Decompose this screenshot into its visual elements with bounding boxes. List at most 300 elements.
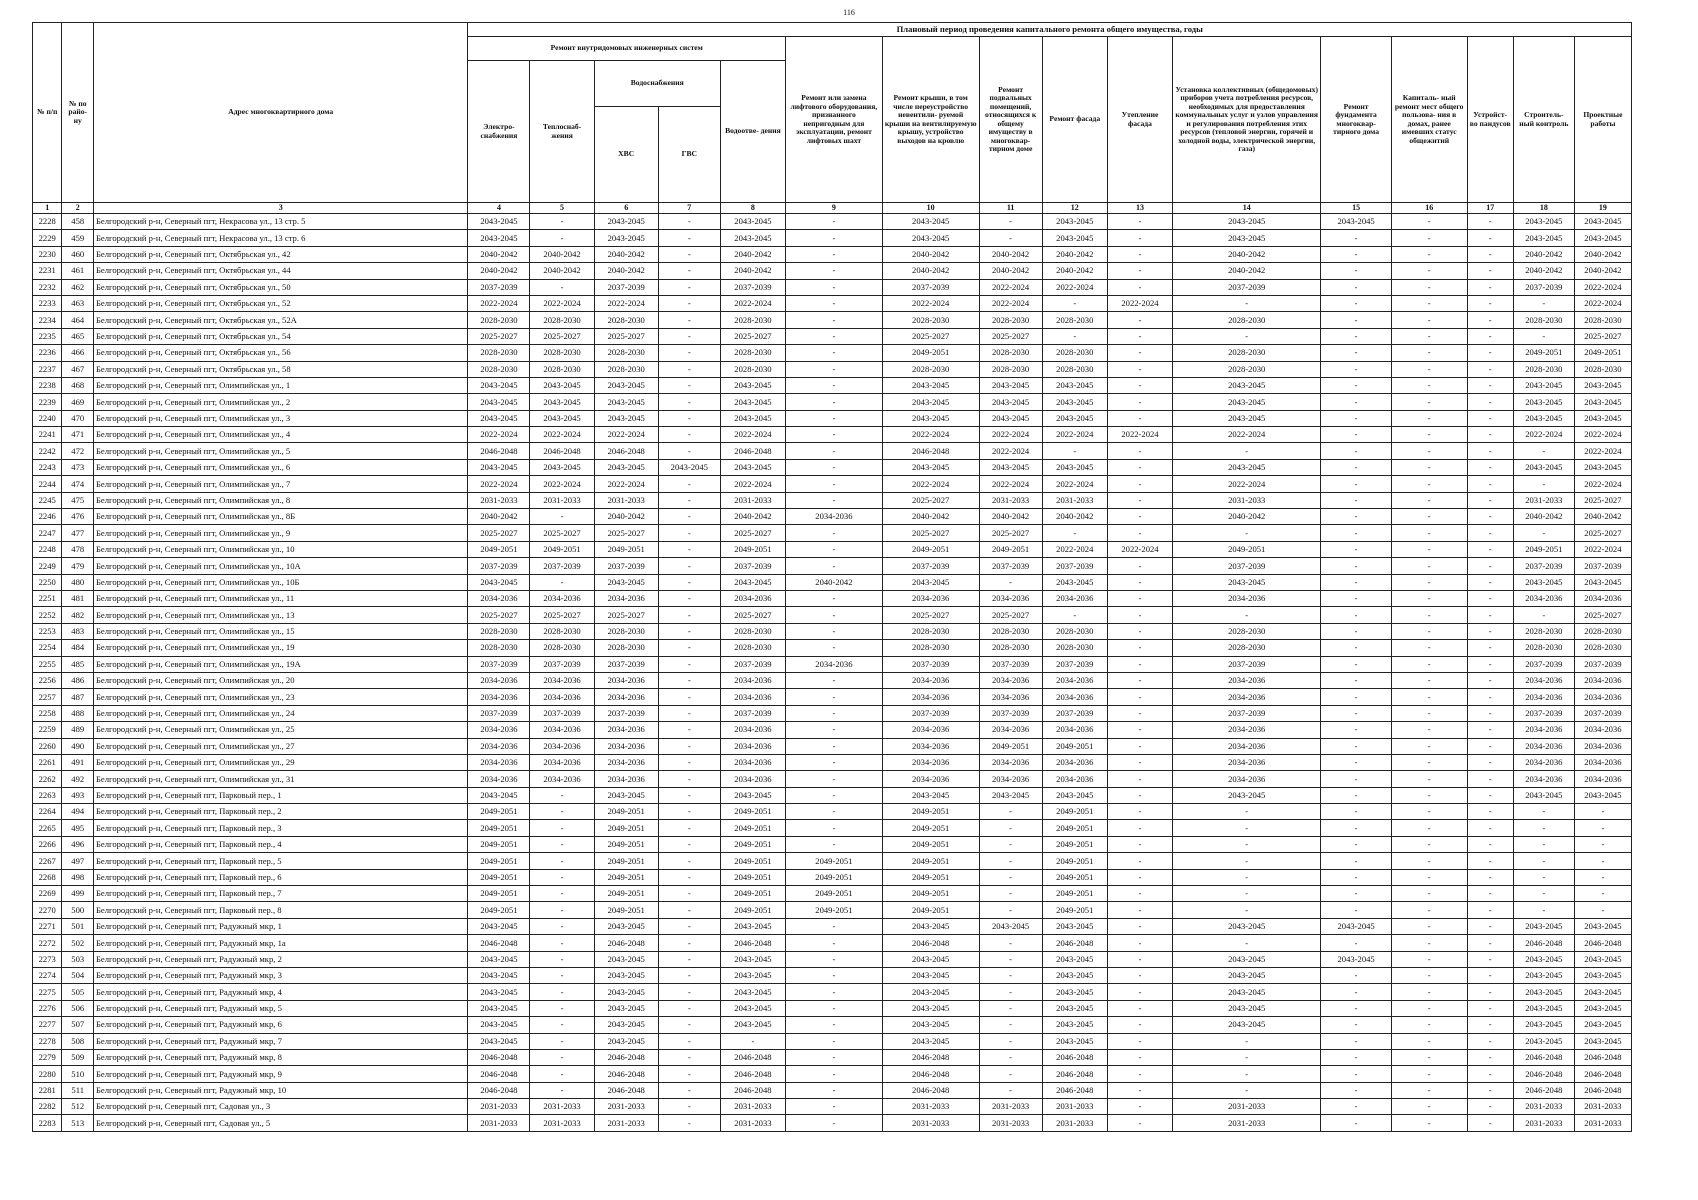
- header-electricity: Электро- снабжения: [468, 61, 530, 203]
- period-cell: 2040-2042: [1173, 263, 1321, 279]
- address-cell: Белгородский р-н, Северный пгт, Олимпийская ул., 19А: [93, 656, 467, 672]
- period-cell: 2034-2036: [1513, 722, 1574, 738]
- period-cell: 2034-2036: [1574, 722, 1631, 738]
- header-plan-period: Плановый период проведения капитального ремонта общего имущества, годы: [468, 23, 1632, 37]
- period-cell: -: [1321, 492, 1391, 508]
- period-cell: 2034-2036: [1513, 754, 1574, 770]
- period-cell: -: [1574, 836, 1631, 852]
- period-cell: 2046-2048: [1042, 1049, 1107, 1065]
- period-cell: 2049-2051: [882, 869, 979, 885]
- table-row: [33, 754, 1632, 770]
- period-cell: 2043-2045: [594, 377, 658, 393]
- period-cell: 2040-2042: [594, 263, 658, 279]
- period-cell: 2043-2045: [979, 410, 1042, 426]
- period-cell: -: [1391, 427, 1467, 443]
- period-cell: 2034-2036: [786, 656, 883, 672]
- period-cell: -: [658, 377, 720, 393]
- period-cell: -: [658, 312, 720, 328]
- period-cell: -: [786, 672, 883, 688]
- period-cell: -: [1467, 230, 1513, 246]
- period-cell: -: [1467, 1082, 1513, 1098]
- period-cell: -: [1391, 869, 1467, 885]
- period-cell: 2046-2048: [594, 1066, 658, 1082]
- page-number: 116: [843, 8, 855, 17]
- period-cell: 2046-2048: [1574, 935, 1631, 951]
- period-cell: 2034-2036: [882, 672, 979, 688]
- table-row: [33, 1049, 1632, 1065]
- period-cell: -: [1574, 804, 1631, 820]
- period-cell: -: [658, 525, 720, 541]
- period-cell: 2043-2045: [1042, 1033, 1107, 1049]
- period-cell: 2043-2045: [1173, 230, 1321, 246]
- period-cell: -: [1321, 1099, 1391, 1115]
- period-cell: -: [1321, 246, 1391, 262]
- period-cell: -: [1321, 541, 1391, 557]
- period-cell: 2034-2036: [882, 771, 979, 787]
- period-cell: -: [530, 935, 594, 951]
- period-cell: 2034-2036: [1574, 738, 1631, 754]
- period-cell: 2040-2042: [979, 246, 1042, 262]
- period-cell: 2046-2048: [530, 443, 594, 459]
- period-cell: 2025-2027: [468, 525, 530, 541]
- row-number-cell: 2246: [33, 509, 62, 525]
- period-cell: 2031-2033: [1042, 1099, 1107, 1115]
- period-cell: 2025-2027: [720, 607, 785, 623]
- period-cell: -: [1321, 263, 1391, 279]
- period-cell: 2037-2039: [530, 656, 594, 672]
- period-cell: 2031-2033: [979, 492, 1042, 508]
- period-cell: -: [1107, 525, 1172, 541]
- period-cell: 2025-2027: [1574, 607, 1631, 623]
- period-cell: 2043-2045: [882, 394, 979, 410]
- period-cell: -: [786, 328, 883, 344]
- period-cell: -: [1321, 459, 1391, 475]
- period-cell: -: [1107, 935, 1172, 951]
- period-cell: -: [658, 787, 720, 803]
- period-cell: 2043-2045: [720, 574, 785, 590]
- period-cell: 2034-2036: [468, 754, 530, 770]
- period-cell: 2049-2051: [468, 541, 530, 557]
- period-cell: 2043-2045: [720, 377, 785, 393]
- period-cell: 2043-2045: [1042, 967, 1107, 983]
- period-cell: 2031-2033: [882, 1115, 979, 1131]
- period-cell: 2034-2036: [594, 771, 658, 787]
- address-cell: Белгородский р-н, Северный пгт, Олимпийская ул., 10Б: [93, 574, 467, 590]
- period-cell: 2043-2045: [1574, 214, 1631, 230]
- period-cell: 2043-2045: [468, 967, 530, 983]
- period-cell: 2049-2051: [468, 886, 530, 902]
- table-row: [33, 656, 1632, 672]
- period-cell: -: [1391, 345, 1467, 361]
- period-cell: -: [786, 476, 883, 492]
- period-cell: 2049-2051: [882, 836, 979, 852]
- period-cell: 2034-2036: [979, 590, 1042, 606]
- period-cell: 2034-2036: [1042, 722, 1107, 738]
- header-design: Проектные работы: [1574, 37, 1631, 203]
- period-cell: -: [530, 1033, 594, 1049]
- period-cell: -: [1467, 246, 1513, 262]
- period-cell: 2043-2045: [1042, 1017, 1107, 1033]
- district-number-cell: 482: [62, 607, 94, 623]
- row-number-cell: 2240: [33, 410, 62, 426]
- table-row: [33, 394, 1632, 410]
- period-cell: 2037-2039: [720, 279, 785, 295]
- column-number: 15: [1321, 203, 1391, 214]
- period-cell: -: [1107, 869, 1172, 885]
- period-cell: -: [658, 967, 720, 983]
- address-cell: Белгородский р-н, Северный пгт, Олимпийская ул., 8Б: [93, 509, 467, 525]
- period-cell: 2034-2036: [1574, 590, 1631, 606]
- district-number-cell: 464: [62, 312, 94, 328]
- period-cell: -: [1173, 853, 1321, 869]
- period-cell: 2025-2027: [720, 328, 785, 344]
- period-cell: 2040-2042: [530, 263, 594, 279]
- row-number-cell: 2278: [33, 1033, 62, 1049]
- row-number-cell: 2268: [33, 869, 62, 885]
- period-cell: 2031-2033: [882, 1099, 979, 1115]
- period-cell: 2034-2036: [1513, 590, 1574, 606]
- period-cell: 2028-2030: [979, 640, 1042, 656]
- period-cell: 2028-2030: [1513, 640, 1574, 656]
- period-cell: -: [1467, 1000, 1513, 1016]
- period-cell: 2022-2024: [720, 427, 785, 443]
- period-cell: 2034-2036: [979, 672, 1042, 688]
- period-cell: -: [1321, 623, 1391, 639]
- period-cell: -: [658, 214, 720, 230]
- period-cell: -: [1513, 869, 1574, 885]
- period-cell: 2049-2051: [1042, 738, 1107, 754]
- period-cell: -: [1321, 1000, 1391, 1016]
- period-cell: 2034-2036: [468, 771, 530, 787]
- row-number-cell: 2238: [33, 377, 62, 393]
- period-cell: 2031-2033: [530, 1099, 594, 1115]
- period-cell: -: [786, 345, 883, 361]
- row-number-cell: 2263: [33, 787, 62, 803]
- period-cell: 2043-2045: [720, 394, 785, 410]
- period-cell: 2028-2030: [1173, 623, 1321, 639]
- period-cell: 2046-2048: [468, 1049, 530, 1065]
- period-cell: -: [1321, 640, 1391, 656]
- period-cell: 2043-2045: [720, 787, 785, 803]
- period-cell: -: [1107, 361, 1172, 377]
- period-cell: 2025-2027: [1574, 328, 1631, 344]
- period-cell: -: [786, 427, 883, 443]
- table-row: [33, 1082, 1632, 1098]
- period-cell: -: [1467, 869, 1513, 885]
- period-cell: -: [1574, 886, 1631, 902]
- table-row: [33, 295, 1632, 311]
- period-cell: -: [786, 558, 883, 574]
- address-cell: Белгородский р-н, Северный пгт, Радужный мкр, 10: [93, 1082, 467, 1098]
- district-number-cell: 473: [62, 459, 94, 475]
- period-cell: 2034-2036: [530, 771, 594, 787]
- row-number-cell: 2228: [33, 214, 62, 230]
- period-cell: 2022-2024: [1574, 541, 1631, 557]
- period-cell: 2034-2036: [1042, 771, 1107, 787]
- district-number-cell: 480: [62, 574, 94, 590]
- period-cell: -: [658, 394, 720, 410]
- period-cell: 2022-2024: [1574, 427, 1631, 443]
- period-cell: 2028-2030: [882, 640, 979, 656]
- district-number-cell: 493: [62, 787, 94, 803]
- address-cell: Белгородский р-н, Северный пгт, Олимпийская ул., 15: [93, 623, 467, 639]
- period-cell: 2022-2024: [1107, 541, 1172, 557]
- period-cell: 2043-2045: [720, 410, 785, 426]
- period-cell: -: [1467, 492, 1513, 508]
- period-cell: -: [1467, 590, 1513, 606]
- period-cell: 2043-2045: [468, 1017, 530, 1033]
- column-number: 17: [1467, 203, 1513, 214]
- period-cell: 2049-2051: [594, 886, 658, 902]
- header-district-num: № по райо- ну: [62, 23, 94, 203]
- address-cell: Белгородский р-н, Северный пгт, Олимпийская ул., 7: [93, 476, 467, 492]
- table-row: [33, 869, 1632, 885]
- period-cell: 2034-2036: [979, 754, 1042, 770]
- period-cell: -: [1107, 804, 1172, 820]
- period-cell: -: [658, 574, 720, 590]
- period-cell: -: [979, 836, 1042, 852]
- address-cell: Белгородский р-н, Северный пгт, Олимпийская ул., 1: [93, 377, 467, 393]
- period-cell: -: [530, 279, 594, 295]
- period-cell: 2043-2045: [1574, 394, 1631, 410]
- period-cell: 2040-2042: [720, 263, 785, 279]
- table-row: [33, 214, 1632, 230]
- period-cell: -: [1107, 836, 1172, 852]
- table-row: [33, 804, 1632, 820]
- table-row: [33, 459, 1632, 475]
- period-cell: 2046-2048: [1513, 1049, 1574, 1065]
- period-cell: -: [786, 820, 883, 836]
- period-cell: 2025-2027: [594, 328, 658, 344]
- period-cell: -: [1391, 312, 1467, 328]
- period-cell: -: [720, 1033, 785, 1049]
- period-cell: 2022-2024: [468, 295, 530, 311]
- period-cell: 2049-2051: [720, 869, 785, 885]
- period-cell: -: [1321, 787, 1391, 803]
- period-cell: 2046-2048: [594, 1049, 658, 1065]
- period-cell: -: [530, 1049, 594, 1065]
- period-cell: -: [658, 1082, 720, 1098]
- period-cell: 2028-2030: [1173, 312, 1321, 328]
- period-cell: 2034-2036: [594, 722, 658, 738]
- period-cell: 2037-2039: [720, 558, 785, 574]
- period-cell: 2034-2036: [530, 590, 594, 606]
- table-row: [33, 328, 1632, 344]
- period-cell: 2031-2033: [468, 1115, 530, 1131]
- table-row: [33, 1099, 1632, 1115]
- period-cell: 2028-2030: [720, 623, 785, 639]
- period-cell: 2043-2045: [882, 1000, 979, 1016]
- district-number-cell: 484: [62, 640, 94, 656]
- period-cell: 2049-2051: [468, 836, 530, 852]
- period-cell: -: [786, 754, 883, 770]
- period-cell: 2046-2048: [468, 1082, 530, 1098]
- period-cell: 2034-2036: [1513, 672, 1574, 688]
- period-cell: -: [1391, 377, 1467, 393]
- table-row: [33, 886, 1632, 902]
- row-number-cell: 2282: [33, 1099, 62, 1115]
- period-cell: -: [979, 1033, 1042, 1049]
- period-cell: -: [1107, 738, 1172, 754]
- district-number-cell: 504: [62, 967, 94, 983]
- period-cell: -: [530, 967, 594, 983]
- period-cell: -: [786, 918, 883, 934]
- period-cell: -: [658, 230, 720, 246]
- period-cell: -: [1467, 476, 1513, 492]
- period-cell: 2043-2045: [1173, 394, 1321, 410]
- period-cell: -: [1467, 640, 1513, 656]
- period-cell: 2043-2045: [1574, 951, 1631, 967]
- period-cell: -: [1321, 967, 1391, 983]
- period-cell: -: [658, 820, 720, 836]
- period-cell: 2049-2051: [882, 345, 979, 361]
- period-cell: 2043-2045: [1173, 1017, 1321, 1033]
- period-cell: -: [1107, 558, 1172, 574]
- period-cell: 2049-2051: [786, 886, 883, 902]
- period-cell: -: [1173, 607, 1321, 623]
- period-cell: -: [1467, 541, 1513, 557]
- period-cell: 2034-2036: [594, 754, 658, 770]
- period-cell: 2034-2036: [468, 738, 530, 754]
- period-cell: -: [786, 705, 883, 721]
- row-number-cell: 2257: [33, 689, 62, 705]
- period-cell: 2049-2051: [1042, 804, 1107, 820]
- address-cell: Белгородский р-н, Северный пгт, Олимпийская ул., 31: [93, 771, 467, 787]
- period-cell: -: [1467, 722, 1513, 738]
- period-cell: 2034-2036: [1574, 689, 1631, 705]
- period-cell: -: [658, 623, 720, 639]
- district-number-cell: 475: [62, 492, 94, 508]
- period-cell: 2037-2039: [882, 705, 979, 721]
- period-cell: -: [1467, 984, 1513, 1000]
- period-cell: -: [1467, 804, 1513, 820]
- period-cell: -: [979, 820, 1042, 836]
- period-cell: -: [1107, 722, 1172, 738]
- address-cell: Белгородский р-н, Северный пгт, Олимпийская ул., 27: [93, 738, 467, 754]
- period-cell: -: [1107, 902, 1172, 918]
- period-cell: 2043-2045: [468, 459, 530, 475]
- address-cell: Белгородский р-н, Северный пгт, Радужный мкр, 1: [93, 918, 467, 934]
- period-cell: 2043-2045: [882, 410, 979, 426]
- period-cell: 2040-2042: [1042, 246, 1107, 262]
- period-cell: 2046-2048: [468, 443, 530, 459]
- header-elevator: Ремонт или замена лифтового оборудования, признанного непригодным для эксплуатации, ремонт лифтовых шахт: [786, 37, 883, 203]
- period-cell: 2028-2030: [1042, 361, 1107, 377]
- period-cell: -: [1391, 590, 1467, 606]
- table-row: [33, 410, 1632, 426]
- district-number-cell: 459: [62, 230, 94, 246]
- district-number-cell: 506: [62, 1000, 94, 1016]
- period-cell: 2046-2048: [882, 443, 979, 459]
- period-cell: 2034-2036: [594, 738, 658, 754]
- table-row: [33, 1017, 1632, 1033]
- period-cell: 2049-2051: [882, 902, 979, 918]
- period-cell: -: [658, 1099, 720, 1115]
- period-cell: -: [786, 459, 883, 475]
- period-cell: 2028-2030: [1173, 361, 1321, 377]
- period-cell: 2031-2033: [979, 1099, 1042, 1115]
- column-number: 3: [93, 203, 467, 214]
- period-cell: -: [1321, 443, 1391, 459]
- period-cell: -: [786, 279, 883, 295]
- period-cell: -: [1107, 443, 1172, 459]
- district-number-cell: 505: [62, 984, 94, 1000]
- address-cell: Белгородский р-н, Северный пгт, Радужный мкр, 7: [93, 1033, 467, 1049]
- district-number-cell: 495: [62, 820, 94, 836]
- period-cell: 2022-2024: [1042, 427, 1107, 443]
- address-cell: Белгородский р-н, Северный пгт, Радужный мкр, 1а: [93, 935, 467, 951]
- period-cell: -: [1042, 443, 1107, 459]
- period-cell: -: [786, 1033, 883, 1049]
- period-cell: -: [530, 886, 594, 902]
- period-cell: -: [786, 230, 883, 246]
- period-cell: -: [786, 836, 883, 852]
- period-cell: -: [530, 1017, 594, 1033]
- address-cell: Белгородский р-н, Северный пгт, Радужный мкр, 3: [93, 967, 467, 983]
- period-cell: 2049-2051: [786, 869, 883, 885]
- period-cell: 2028-2030: [1574, 623, 1631, 639]
- period-cell: -: [1467, 1099, 1513, 1115]
- period-cell: 2040-2042: [594, 509, 658, 525]
- period-cell: -: [786, 787, 883, 803]
- period-cell: 2034-2036: [1173, 590, 1321, 606]
- period-cell: 2049-2051: [594, 902, 658, 918]
- district-number-cell: 499: [62, 886, 94, 902]
- period-cell: -: [1321, 984, 1391, 1000]
- period-cell: -: [1321, 361, 1391, 377]
- period-cell: 2049-2051: [1042, 886, 1107, 902]
- period-cell: -: [1321, 689, 1391, 705]
- row-number-cell: 2274: [33, 967, 62, 983]
- period-cell: -: [786, 623, 883, 639]
- period-cell: 2043-2045: [594, 984, 658, 1000]
- period-cell: 2043-2045: [882, 1033, 979, 1049]
- table-row: [33, 377, 1632, 393]
- period-cell: -: [1173, 836, 1321, 852]
- table-row: [33, 967, 1632, 983]
- period-cell: -: [786, 1049, 883, 1065]
- period-cell: -: [1391, 607, 1467, 623]
- row-number-cell: 2283: [33, 1115, 62, 1131]
- period-cell: 2025-2027: [882, 525, 979, 541]
- period-cell: -: [786, 967, 883, 983]
- period-cell: 2034-2036: [882, 590, 979, 606]
- row-number-cell: 2262: [33, 771, 62, 787]
- period-cell: -: [1321, 590, 1391, 606]
- period-cell: 2028-2030: [1513, 361, 1574, 377]
- period-cell: 2025-2027: [979, 525, 1042, 541]
- period-cell: -: [658, 656, 720, 672]
- period-cell: -: [979, 1049, 1042, 1065]
- period-cell: -: [658, 476, 720, 492]
- period-cell: -: [979, 951, 1042, 967]
- period-cell: 2040-2042: [786, 574, 883, 590]
- period-cell: 2034-2036: [1513, 771, 1574, 787]
- table-row: [33, 312, 1632, 328]
- period-cell: 2043-2045: [1513, 1017, 1574, 1033]
- column-number: 14: [1173, 203, 1321, 214]
- period-cell: -: [1321, 525, 1391, 541]
- period-cell: -: [1173, 820, 1321, 836]
- period-cell: 2034-2036: [882, 722, 979, 738]
- period-cell: 2043-2045: [979, 394, 1042, 410]
- address-cell: Белгородский р-н, Северный пгт, Октябрьская ул., 50: [93, 279, 467, 295]
- period-cell: 2043-2045: [1042, 459, 1107, 475]
- period-cell: -: [1321, 377, 1391, 393]
- period-cell: -: [1391, 722, 1467, 738]
- period-cell: 2046-2048: [720, 443, 785, 459]
- table-row: [33, 1033, 1632, 1049]
